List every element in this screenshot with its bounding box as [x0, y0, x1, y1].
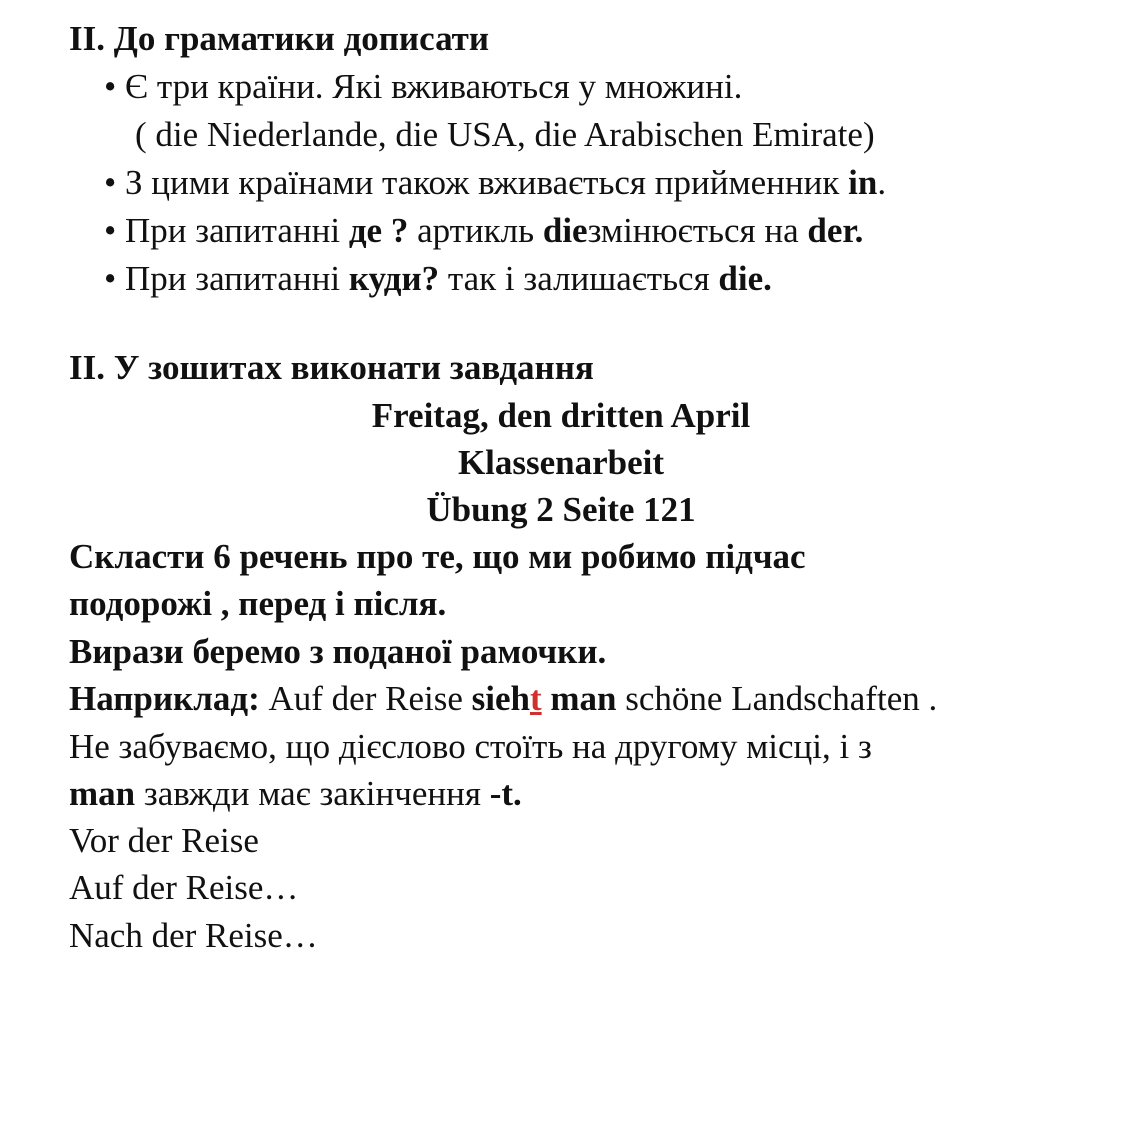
bullet-3-bold-3: der.: [807, 211, 864, 250]
example-verb: sieh: [471, 679, 530, 718]
example-text-a: Auf der Reise: [259, 679, 472, 718]
example-label: Наприклад:: [69, 679, 260, 718]
section2-heading: II. У зошитах виконати завдання: [69, 348, 594, 387]
bullet-4-text-a: При запитанні: [125, 259, 349, 298]
bullet-1-text: Є три країни. Які вживаються у множині.: [125, 67, 743, 106]
task-line-3: Вирази беремо з поданої рамочки.: [69, 632, 607, 671]
bullet-4-bold-2: die.: [718, 259, 772, 298]
bullet-item-2: [104, 161, 886, 205]
note-ending: -t.: [489, 774, 522, 813]
bullet-2-text: З цими країнами також вживається прийменник: [125, 163, 849, 202]
section1-heading: II. До граматики дописати: [69, 19, 490, 58]
bullet-4-bold-1: куди?: [348, 259, 440, 298]
example-verb-ending: t: [529, 679, 542, 718]
bullet-2-bold: in: [848, 163, 878, 202]
bullet-item-1-sub: ( die Niederlande, die USA, die Arabischen Emirate): [135, 115, 875, 154]
prompt-after-trip: Nach der Reise…: [69, 916, 318, 955]
example-text-c: schöne Landschaften .: [616, 679, 938, 718]
example-line: [69, 677, 937, 721]
note-text: завжди має закінчення: [135, 774, 490, 813]
bullet-3-text-c: змінюється на: [587, 211, 808, 250]
note-line-1: Не забуваємо, що дієслово стоїть на другому місці, і з: [69, 727, 872, 766]
prompt-before-trip: Vor der Reise: [69, 821, 259, 860]
prompt-during-trip: Auf der Reise…: [69, 868, 299, 907]
bullet-2: •: [104, 163, 117, 202]
example-man: man: [550, 679, 617, 718]
bullet-3-bold-2: die: [542, 211, 588, 250]
note-line-2: [69, 772, 522, 816]
task-line-1: Скласти 6 речень про те, що ми робимо підчас: [69, 537, 806, 576]
bullet-4-text-b: так і залишається: [439, 259, 719, 298]
bullet-3-text-b: артикль: [408, 211, 543, 250]
work-title: Klassenarbeit: [457, 443, 665, 482]
bullet-4: •: [104, 259, 117, 298]
bullet-3: •: [104, 211, 117, 250]
bullet-3-text-a: При запитанні: [125, 211, 349, 250]
bullet-2-end: .: [877, 163, 887, 202]
date-line: Freitag, den dritten April: [371, 396, 751, 435]
note-man: man: [69, 774, 136, 813]
bullet-item-4: [104, 257, 772, 301]
bullet-item-1: [104, 65, 742, 109]
bullet-item-3: [104, 209, 863, 253]
bullet-3-bold-1: де ?: [348, 211, 409, 250]
task-line-2: подорожі , перед і після.: [69, 584, 447, 623]
bullet-1: •: [104, 67, 117, 106]
exercise-reference: Übung 2 Seite 121: [426, 490, 696, 529]
